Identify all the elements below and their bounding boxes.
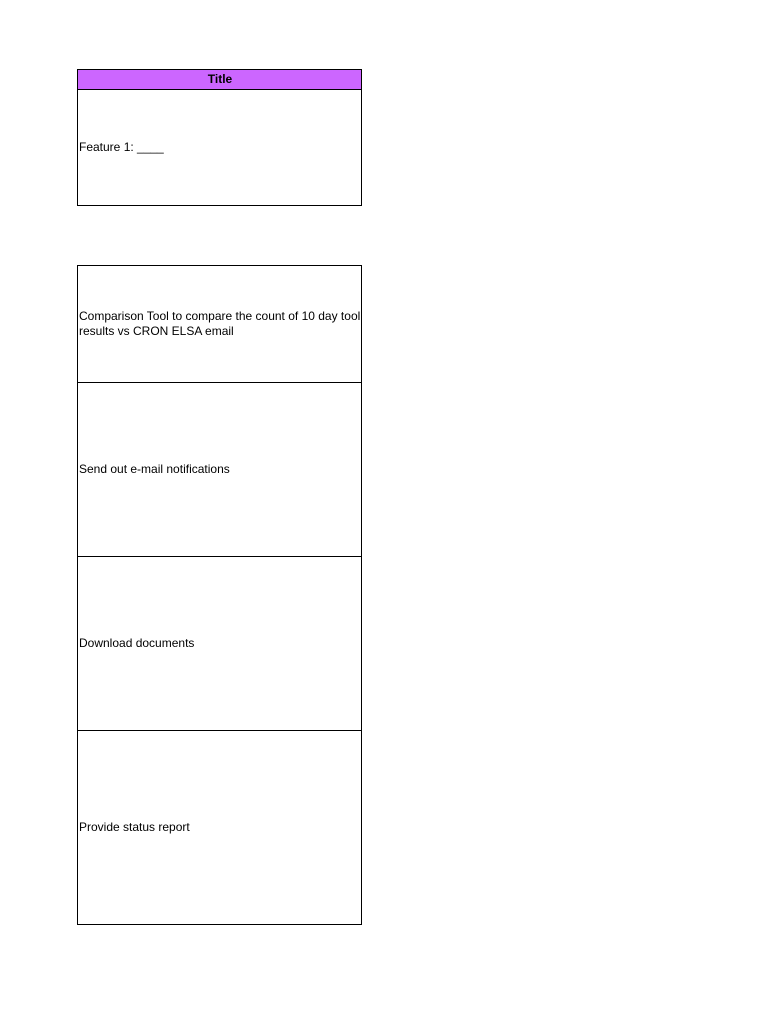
- comparison-tool-cell[interactable]: Comparison Tool to compare the count of 10 day tool results vs CRON ELSA email: [78, 266, 362, 383]
- table-row: [78, 383, 362, 557]
- feature-1-cell[interactable]: Feature 1: ____: [78, 90, 362, 206]
- email-notifications-cell[interactable]: Send out e-mail notifications: [78, 383, 362, 557]
- table-row: [78, 206, 362, 266]
- feature-table: [77, 69, 362, 925]
- status-report-cell[interactable]: Provide status report: [78, 731, 362, 925]
- table-row: [78, 90, 362, 206]
- table-row: [78, 266, 362, 383]
- title-header-cell[interactable]: Title: [78, 70, 362, 90]
- table-row: [78, 557, 362, 731]
- table-row: [78, 731, 362, 925]
- empty-cell[interactable]: [78, 206, 362, 266]
- download-documents-cell[interactable]: Download documents: [78, 557, 362, 731]
- table-header-row: [78, 70, 362, 90]
